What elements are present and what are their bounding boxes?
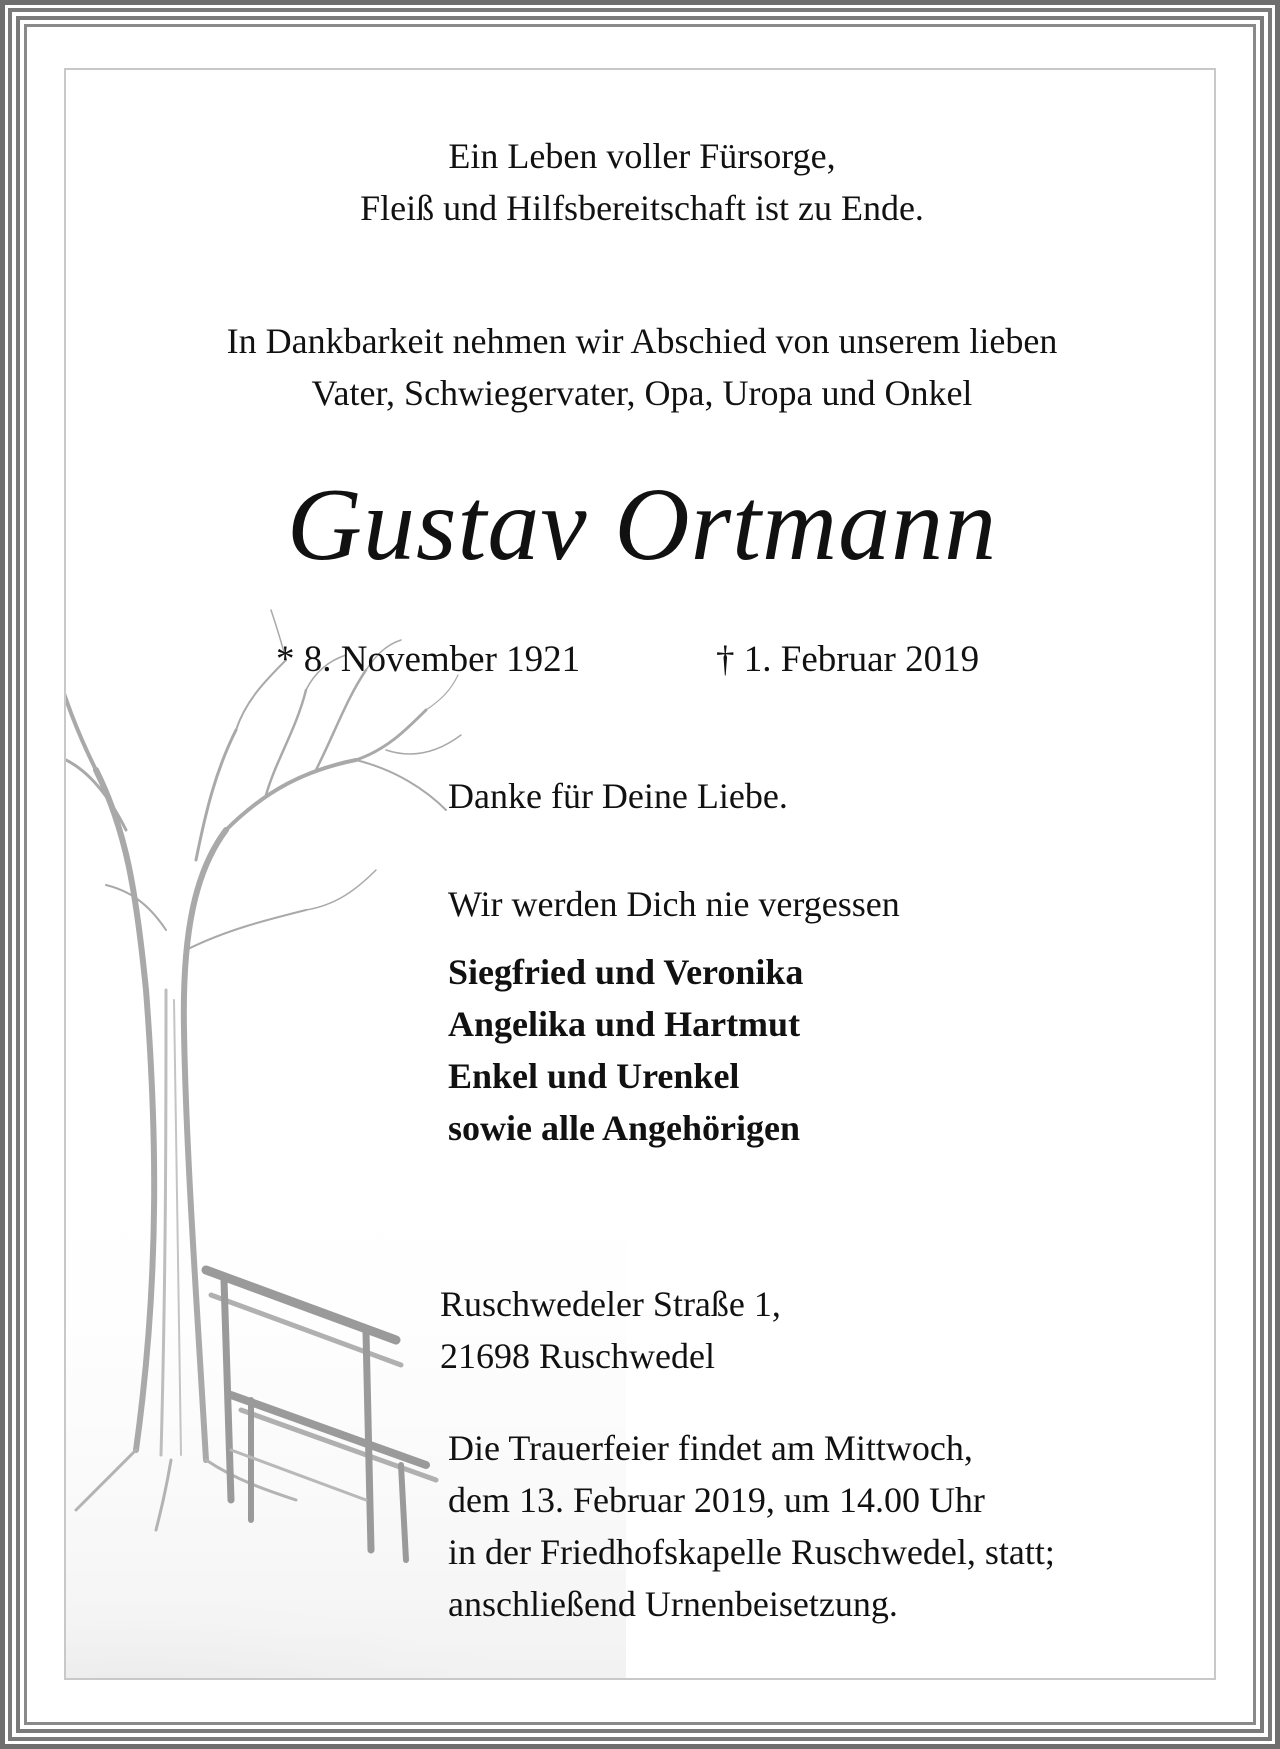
ceremony-line-2: dem 13. Februar 2019, um 14.00 Uhr	[448, 1480, 985, 1520]
family-signatures	[448, 946, 803, 1154]
farewell-line-2: Vater, Schwiegervater, Opa, Uropa und Onkel	[311, 373, 973, 413]
ceremony-info	[448, 1422, 1055, 1630]
ceremony-line-1: Die Trauerfeier findet am Mittwoch,	[448, 1428, 973, 1468]
intro-line-2: Fleiß und Hilfsbereitschaft ist zu Ende.	[360, 188, 924, 228]
address-block	[440, 1278, 781, 1382]
ceremony-line-4: anschließend Urnenbeisetzung.	[448, 1584, 898, 1624]
intro-line-1: Ein Leben voller Fürsorge,	[448, 136, 836, 176]
family-line-4: sowie alle Angehörigen	[448, 1108, 800, 1148]
farewell-text	[66, 315, 1216, 419]
obituary-panel	[64, 68, 1216, 1680]
address-line-2: 21698 Ruschwedel	[440, 1336, 715, 1376]
family-line-2: Angelika und Hartmut	[448, 1004, 801, 1044]
never-forget-text: Wir werden Dich nie vergessen	[448, 884, 900, 924]
ceremony-line-3: in der Friedhofskapelle Ruschwedel, statt;	[448, 1532, 1055, 1572]
birth-date: * 8. November 1921	[276, 639, 581, 680]
address-line-1: Ruschwedeler Straße 1,	[440, 1284, 781, 1324]
death-date: † 1. Februar 2019	[716, 639, 980, 680]
farewell-line-1: In Dankbarkeit nehmen wir Abschied von unserem lieben	[226, 321, 1058, 361]
intro-quote	[66, 130, 1216, 234]
deceased-name: Gustav Ortmann	[286, 467, 998, 582]
thanks-text: Danke für Deine Liebe.	[448, 776, 788, 816]
family-line-3: Enkel und Urenkel	[448, 1056, 740, 1096]
family-line-1: Siegfried und Veronika	[448, 952, 804, 992]
